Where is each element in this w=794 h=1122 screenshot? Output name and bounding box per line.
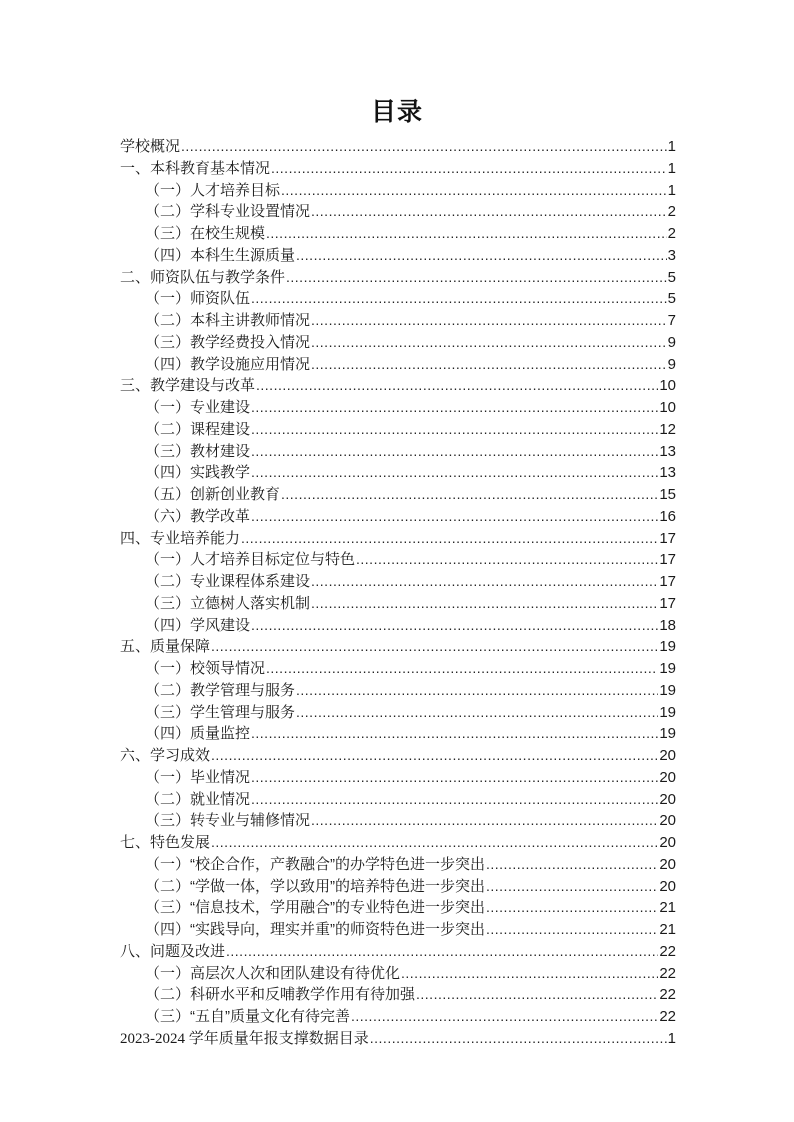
toc-entry[interactable] [120,419,676,441]
toc-leader-dots [251,441,658,463]
toc-entry[interactable] [120,789,676,811]
toc-page-number: 1 [667,159,676,177]
toc-entry[interactable] [120,332,676,354]
toc-entry[interactable] [120,201,676,223]
toc-entry[interactable] [120,158,676,180]
toc-entry-label: （一）人才培养目标定位与特色 [145,551,356,569]
toc-entry[interactable] [120,441,676,463]
toc-leader-dots [281,180,667,202]
toc-entry-label: （二）就业情况 [145,790,251,808]
toc-entry[interactable] [120,680,676,702]
toc-leader-dots [311,571,658,593]
toc-leader-dots [251,767,658,789]
toc-entry-label: （一）毕业情况 [145,768,251,786]
toc-leader-dots [211,745,658,767]
toc-entry-label: （二）“学做一体，学以致用”的培养特色进一步突出 [145,877,485,895]
toc-entry-label: 七、特色发展 [120,834,211,851]
toc-entry[interactable] [120,636,676,658]
toc-entry-label: 2023-2024 学年质量年报支撑数据目录 [120,1029,369,1047]
toc-leader-dots [486,897,658,919]
toc-entry-label: （四）学风建设 [145,616,251,634]
toc-page-number: 10 [659,399,676,416]
toc-leader-dots [211,832,658,854]
toc-entry[interactable] [120,549,676,571]
toc-leader-dots [296,702,658,724]
toc-leader-dots [311,593,658,615]
toc-page-number: 13 [659,442,676,460]
toc-leader-dots [251,397,658,419]
toc-entry-label: 三、教学建设与改革 [120,377,256,395]
toc-page-number: 1 [667,181,676,199]
toc-entry-label: 一、本科教育基本情况 [120,159,271,177]
toc-entry[interactable] [120,245,676,267]
toc-leader-dots [370,1028,667,1050]
toc-leader-dots [296,245,667,267]
toc-entry[interactable] [120,593,676,615]
toc-leader-dots [311,310,667,332]
toc-page-number: 7 [667,312,676,329]
toc-page-number: 5 [667,268,676,286]
toc-leader-dots [251,506,658,528]
toc-entry[interactable] [120,723,676,745]
toc-page-number: 19 [659,725,676,743]
toc-leader-dots [486,919,658,941]
toc-leader-dots [311,810,658,832]
toc-entry[interactable] [120,702,676,724]
toc-leader-dots [251,419,658,441]
toc-entry-label: （一）专业建设 [145,399,251,416]
toc-entry-label: 学校概况 [120,138,181,155]
toc-leader-dots [181,136,667,158]
toc-page-number: 19 [659,703,676,721]
toc-entry-label: （二）课程建设 [145,420,251,438]
toc-leader-dots [251,288,667,310]
toc-entry[interactable] [120,745,676,767]
toc-page-number: 20 [659,855,676,873]
toc-entry[interactable] [120,484,676,506]
toc-entry[interactable] [120,832,676,854]
toc-entry-label: （四）本科生生源质量 [145,246,296,264]
toc-entry-label: （一）师资队伍 [145,290,251,308]
toc-page-number: 22 [659,964,676,982]
toc-entry-label: （三）“五自”质量文化有待完善 [145,1008,350,1025]
toc-page-number: 20 [659,877,676,895]
toc-entry-label: （二）科研水平和反哺教学作用有待加强 [145,986,416,1004]
toc-leader-dots [486,854,658,876]
toc-leader-dots [311,332,667,354]
toc-leader-dots [226,941,658,963]
toc-entry-label: 四、专业培养能力 [120,529,241,547]
toc-entry-label: （四）“实践导向，理实并重”的师资特色进一步突出 [145,921,485,938]
toc-entry-label: （三）学生管理与服务 [145,703,296,721]
toc-entry-label: 二、师资队伍与教学条件 [120,268,286,286]
toc-leader-dots [286,267,667,289]
toc-entry-label: （三）“信息技术，学用融合”的专业特色进一步突出 [145,899,485,917]
toc-entry-label: （三）转专业与辅修情况 [145,812,311,830]
toc-entry-label: （二）教学管理与服务 [145,681,296,699]
toc-leader-dots [241,528,658,550]
toc-page-number: 21 [659,899,676,917]
toc-page-number: 20 [659,812,676,830]
toc-entry[interactable] [120,1006,676,1028]
toc-leader-dots [271,158,667,180]
toc-entry[interactable] [120,267,676,289]
toc-entry-label: 六、学习成效 [120,747,211,764]
toc-entry-label: （一）校领导情况 [145,660,266,677]
toc-entry[interactable] [120,180,676,202]
toc-page-number: 20 [659,747,676,764]
toc-leader-dots [251,723,658,745]
toc-page-number: 16 [659,507,676,525]
toc-entry-label: （四）教学设施应用情况 [145,355,311,373]
toc-entry-label: （四）质量监控 [145,725,251,743]
toc-entry-label: （三）在校生规模 [145,225,266,242]
toc-page-number: 17 [659,551,676,569]
toc-page-number: 2 [667,225,676,242]
toc-entry[interactable] [120,136,676,158]
toc-leader-dots [311,201,667,223]
toc-page-number: 22 [659,942,676,960]
toc-entry[interactable] [120,354,676,376]
toc-page-number: 22 [659,986,676,1004]
toc-leader-dots [256,375,658,397]
toc-page-number: 19 [659,681,676,699]
toc-leader-dots [251,615,658,637]
toc-entry[interactable] [120,876,676,898]
toc-entry-label: （四）实践教学 [145,464,251,482]
toc-entry[interactable] [120,288,676,310]
toc-page-number: 17 [659,573,676,590]
toc-entry[interactable] [120,528,676,550]
toc-entry[interactable] [120,462,676,484]
toc-title: 目录 [370,98,423,126]
toc-entry-label: （一）人才培养目标 [145,181,281,199]
toc-entry[interactable] [120,897,676,919]
toc-page-number: 17 [659,529,676,547]
toc-page-number: 18 [659,616,676,634]
toc-entry[interactable] [120,223,676,245]
toc-entry-label: （三）教材建设 [145,442,251,460]
toc-entry[interactable] [120,963,676,985]
toc-page-number: 19 [659,638,676,656]
toc-entry[interactable] [120,1028,676,1050]
toc-entry[interactable] [120,506,676,528]
toc-page-number: 1 [667,138,676,155]
toc-leader-dots [281,484,658,506]
toc-leader-dots [486,876,658,898]
toc-entry-label: （三）立德树人落实机制 [145,594,311,612]
toc-entry-label: （一）“校企合作，产教融合”的办学特色进一步突出 [145,855,485,873]
toc-leader-dots [296,680,658,702]
toc-leader-dots [416,984,658,1006]
toc-page-number: 9 [667,355,676,373]
toc-leader-dots [311,354,667,376]
toc-page-number: 2 [667,203,676,221]
toc-page-number: 12 [659,420,676,438]
toc-entry-label: （三）教学经费投入情况 [145,333,311,351]
toc-leader-dots [401,963,658,985]
toc-entry-label: （二）学科专业设置情况 [145,203,311,221]
toc-page-number: 17 [659,594,676,612]
toc-page-number: 20 [659,790,676,808]
toc-entry-label: （二）专业课程体系建设 [145,573,311,590]
toc-page-number: 1 [667,1029,676,1047]
toc-page-number: 20 [659,768,676,786]
toc-page-number: 20 [659,834,676,851]
toc-leader-dots [266,223,667,245]
toc-leader-dots [351,1006,658,1028]
toc-entry-label: （六）教学改革 [145,507,251,525]
toc-page-number: 10 [659,377,676,395]
toc-entry[interactable] [120,767,676,789]
toc-entry[interactable] [120,310,676,332]
toc-entry[interactable] [120,375,676,397]
toc-entry[interactable] [120,810,676,832]
toc-page-number: 19 [659,660,676,677]
toc-page-number: 9 [667,333,676,351]
toc-entry[interactable] [120,615,676,637]
toc-entry[interactable] [120,984,676,1006]
toc-page-number: 21 [659,921,676,938]
toc-entry-label: 五、质量保障 [120,638,211,656]
toc-page-number: 13 [659,464,676,482]
toc-entry[interactable] [120,854,676,876]
toc-entry[interactable] [120,919,676,941]
toc-page-number: 15 [659,486,676,503]
toc-leader-dots [356,549,658,571]
toc-list [0,136,794,1050]
toc-entry[interactable] [120,397,676,419]
toc-page-number: 22 [659,1008,676,1025]
toc-entry-label: （二）本科主讲教师情况 [145,312,311,329]
toc-entry-label: 八、问题及改进 [120,942,226,960]
toc-entry[interactable] [120,571,676,593]
toc-page-number: 5 [667,290,676,308]
toc-leader-dots [266,658,658,680]
toc-entry[interactable] [120,658,676,680]
toc-page-number: 3 [667,246,676,264]
toc-entry[interactable] [120,941,676,963]
toc-leader-dots [251,462,658,484]
toc-leader-dots [211,636,658,658]
toc-entry-label: （一）高层次人次和团队建设有待优化 [145,964,401,982]
toc-leader-dots [251,789,658,811]
toc-entry-label: （五）创新创业教育 [145,486,281,503]
